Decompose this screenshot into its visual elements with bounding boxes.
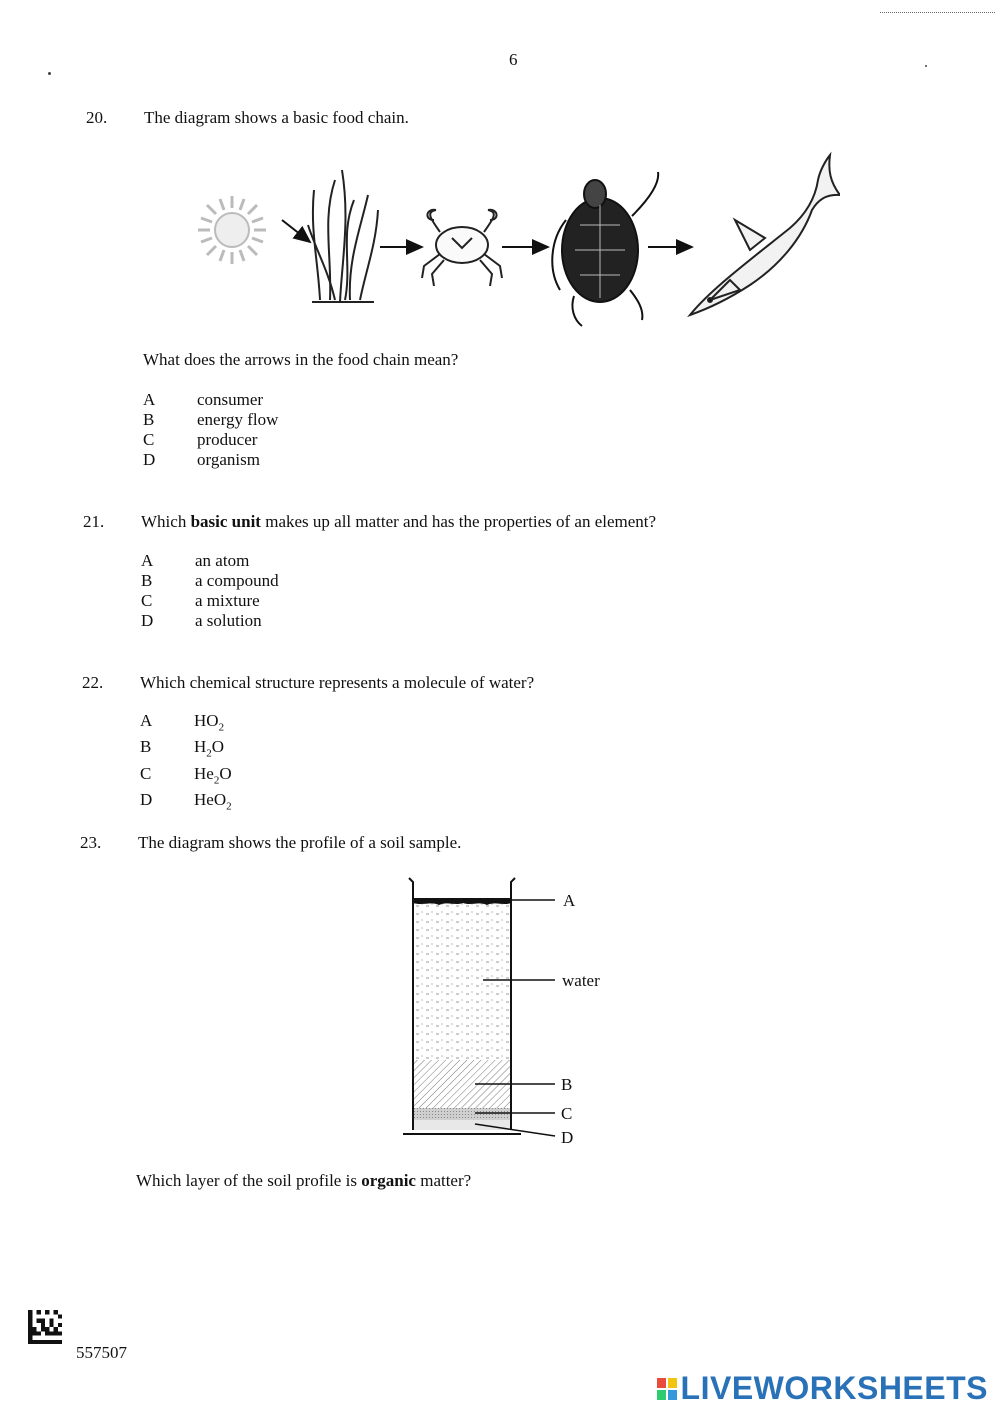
shark-icon: [690, 155, 840, 315]
option-row[interactable]: [143, 390, 278, 410]
option-row[interactable]: [140, 737, 232, 763]
option-letter: B: [143, 410, 155, 429]
option-text: a mixture: [195, 591, 260, 610]
brand-icon: [657, 1378, 677, 1400]
option-row[interactable]: [143, 410, 278, 430]
option-letter: C: [140, 763, 152, 783]
option-row[interactable]: [141, 591, 279, 611]
option-row[interactable]: [141, 571, 279, 591]
soil-label-d: D: [561, 1128, 574, 1147]
food-chain-arrow: [282, 220, 310, 242]
question-22-options: [140, 711, 232, 817]
option-letter: A: [143, 390, 156, 409]
option-text: a solution: [195, 611, 262, 630]
question-22-number: 22.: [82, 673, 104, 692]
page-number: 6: [509, 50, 518, 69]
option-text: energy flow: [197, 410, 279, 429]
question-23-number: 23.: [80, 833, 102, 852]
formula: $He_2O$: [194, 763, 232, 787]
option-letter: D: [143, 450, 156, 469]
option-text: a compound: [195, 571, 279, 590]
option-row[interactable]: [143, 430, 278, 450]
soil-label-c: C: [561, 1104, 573, 1123]
datamatrix-code: [28, 1310, 62, 1344]
question-21-text: Which basic unit makes up all matter and has the properties of an element?: [141, 512, 657, 531]
sun-icon: [198, 196, 266, 264]
option-letter: D: [140, 790, 153, 810]
option-letter: A: [140, 711, 153, 730]
option-text: an atom: [195, 551, 250, 570]
option-row[interactable]: [141, 611, 279, 631]
option-letter: B: [141, 571, 153, 590]
soil-label-b: B: [561, 1075, 573, 1094]
option-text: organism: [197, 450, 260, 469]
option-row[interactable]: [140, 711, 232, 737]
scan-speck: [48, 72, 51, 75]
option-text: producer: [197, 430, 258, 449]
turtle-icon: [552, 172, 658, 326]
soil-layer-d: [413, 1120, 511, 1130]
option-letter: D: [141, 611, 154, 630]
soil-label-water: water: [562, 971, 600, 990]
document-code: 557507: [76, 1343, 127, 1362]
crab-icon: [422, 210, 502, 286]
seagrass-icon: [308, 170, 378, 302]
question-23-prompt: Which layer of the soil profile is organic matter?: [136, 1171, 472, 1190]
option-row[interactable]: [140, 764, 232, 790]
soil-label-a: A: [563, 891, 576, 910]
scan-speck: [925, 65, 927, 67]
soil-layer-c: [413, 1108, 511, 1120]
option-letter: C: [141, 591, 153, 610]
question-22-text: Which chemical structure represents a molecule of water?: [140, 673, 535, 692]
option-letter: C: [143, 430, 155, 449]
question-20-number: 20.: [86, 108, 108, 127]
option-row[interactable]: [141, 551, 279, 571]
formula: $H_2O$: [194, 737, 225, 760]
question-21-options: [141, 551, 279, 631]
question-21-number: 21.: [83, 512, 105, 531]
option-letter: B: [140, 737, 152, 757]
option-row[interactable]: [143, 450, 278, 470]
soil-profile-diagram: [395, 870, 635, 1150]
question-23-text: The diagram shows the profile of a soil sample.: [138, 833, 462, 852]
question-20-options: [143, 390, 278, 470]
liveworksheets-logo[interactable]: [657, 1370, 988, 1407]
option-text: consumer: [197, 390, 264, 409]
question-20-text: The diagram shows a basic food chain.: [144, 108, 409, 127]
question-20-prompt: What does the arrows in the food chain mean?: [143, 350, 459, 369]
brand-name: LIVEWORKSHEETS: [680, 1370, 988, 1406]
option-letter: A: [141, 551, 154, 570]
option-row[interactable]: [140, 790, 232, 816]
scan-mark: [880, 12, 995, 13]
formula: $HO_2$: [194, 711, 225, 734]
formula: HeO$_2$: [194, 790, 232, 813]
food-chain-diagram: [190, 150, 840, 330]
